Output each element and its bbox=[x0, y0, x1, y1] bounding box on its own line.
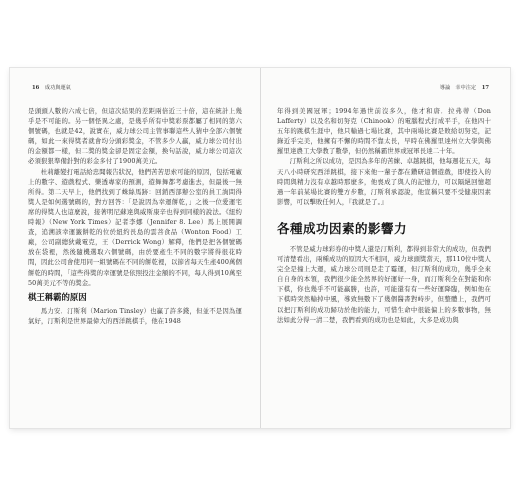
right-section-heading: 各種成功因素的影響力 bbox=[277, 220, 408, 236]
left-paragraph-3: 馬力安．汀斯利（Marion Tinsley）也贏了許多錢，但並不是因為運氣好，汀斯利是世界最偉大的西洋跳棋手，他在1948 bbox=[28, 306, 242, 325]
left-page-header bbox=[28, 84, 71, 91]
right-page-header bbox=[440, 84, 493, 91]
left-page bbox=[10, 68, 260, 428]
right-page-body bbox=[277, 106, 491, 325]
left-section-heading: 棋王稱霸的原因 bbox=[28, 291, 87, 302]
book-spread bbox=[10, 68, 510, 428]
right-paragraph-3: 不管是威力球彩券的中獎人還是汀斯利，都得到非常大的成功，但我們可清楚看出，兩種成功的原因大不相同，威力球頭獎當天，那110位中獎人完全是撞上大運，威力球公司則是走了霉運，但汀斯利的成功，幾乎全來自自身的本領，我們很少能全然界的好運好一身，而汀斯利全在對能和你下棋，你也幾乎不可能贏勝，也許，可能還有有一些好運降臨，例如他在下棋時突然輸掉中風，導致無數下了幾個醫書對峙步，但整體上，我們可以把汀斯利的成功歸功於他的能力，可惜生命中很能偏上的多數事物，無法如此分得一清二楚，我們看到的成功也是如此，大多是成功與 bbox=[277, 244, 492, 324]
left-running-title: 成功與運氣 bbox=[44, 85, 71, 91]
right-paragraph-1: 年得到美國冠軍；1994年過世前沒多久，他才和唐．拉弗蒂（Don Lafferty）以及名和切努克（Chinook）的電腦程式打成平手，在他四十五年的跳棋生涯中，他只輸過七場比賽，其中兩場比賽是敗給切努克，記錄近乎完美，他擁有不懈的時間不靠太長，早時在佛羅里達州立大學與佛羅里達農工大學教了數學，但仍然稱霸世界或冠軍長達二十年。 bbox=[277, 107, 491, 156]
left-page-number: 16 bbox=[32, 85, 40, 91]
left-paragraph-2: 杜莉離變打電話給忠聞報告狀況，他們苦苦思索可能的原因，包括電廠上的數字、遊戲程式、樂透專家的預測，遊舞舞都考慮進去，但最後一無所得。第二天早上，他們找到了蛛絲馬跡：回銷西部辦公室的員工詢問得獎人是如何選號碼的，對方回答：「是說因為幸運餅乾，」之後一位愛運宅席的得獎人也這麼說，接著明尼蘇達與威斯康辛也得到同樣的說法。《紐約時報》（New York Times）記者李娜（Jennifer 8. Lee）馬上展開調查，追溯該幸運籤餅乾的位於紐約長島的雲菩食品（Wonton Food）工廠，公司副總狄戴電克，王（Derrick Wong）解釋，他們是把各個號碼放在袋裡，然後隨機選取六個號碼，由於要產生不同的數字將得很花時間，因此公司會使用同一組號碼在不同的餅乾裡，以節省每天生產400萬個餅乾的時間，「這些得獎的幸運號是依照投注金額的不同，每人得到10萬至50萬美元不等的獎金。 bbox=[28, 167, 243, 287]
right-page bbox=[261, 68, 511, 428]
left-paragraph-1: 是頭頭人數的六成七倍，但這次結果的差距兩倍近三十倍，這在統計上幾乎是不可能的。另一個怪異之處，是幾乎所有中獎彩票都屬了相同的第六個號碼，也就是42，說實在，威力球公司主管事聯這些人猜中全部六個號碼，如此一來得獎者就會均分頭彩獎金，不管多少人贏，威力球公司付出的金額都一樣，但二獎的獎金卻是固定金額，換句話說，威力球公司這次必須狠狠準備針對的彩金多付了1900萬美元。 bbox=[28, 107, 242, 166]
right-running-title: 導論 幸中注定 bbox=[439, 85, 477, 91]
right-paragraph-2: 汀斯利之所以成功，是因為多年的苦練、卓越跳棋，他每週花五天，每天八小時研究西洋跳棋，接下來他一輩子都在鑽研這個遊戲，即使投入的時間與精力沒有卓越時那麼多，他喪成了與人的記憶力，可以隔絕回憶超過一年前某場比賽的雙方步數，汀斯利承認說，他宣稱只要不受健康因素影響，可以擊敗任何人，『我就是了。』 bbox=[277, 157, 492, 206]
left-page-body bbox=[28, 106, 242, 326]
right-page-number: 17 bbox=[481, 85, 489, 91]
